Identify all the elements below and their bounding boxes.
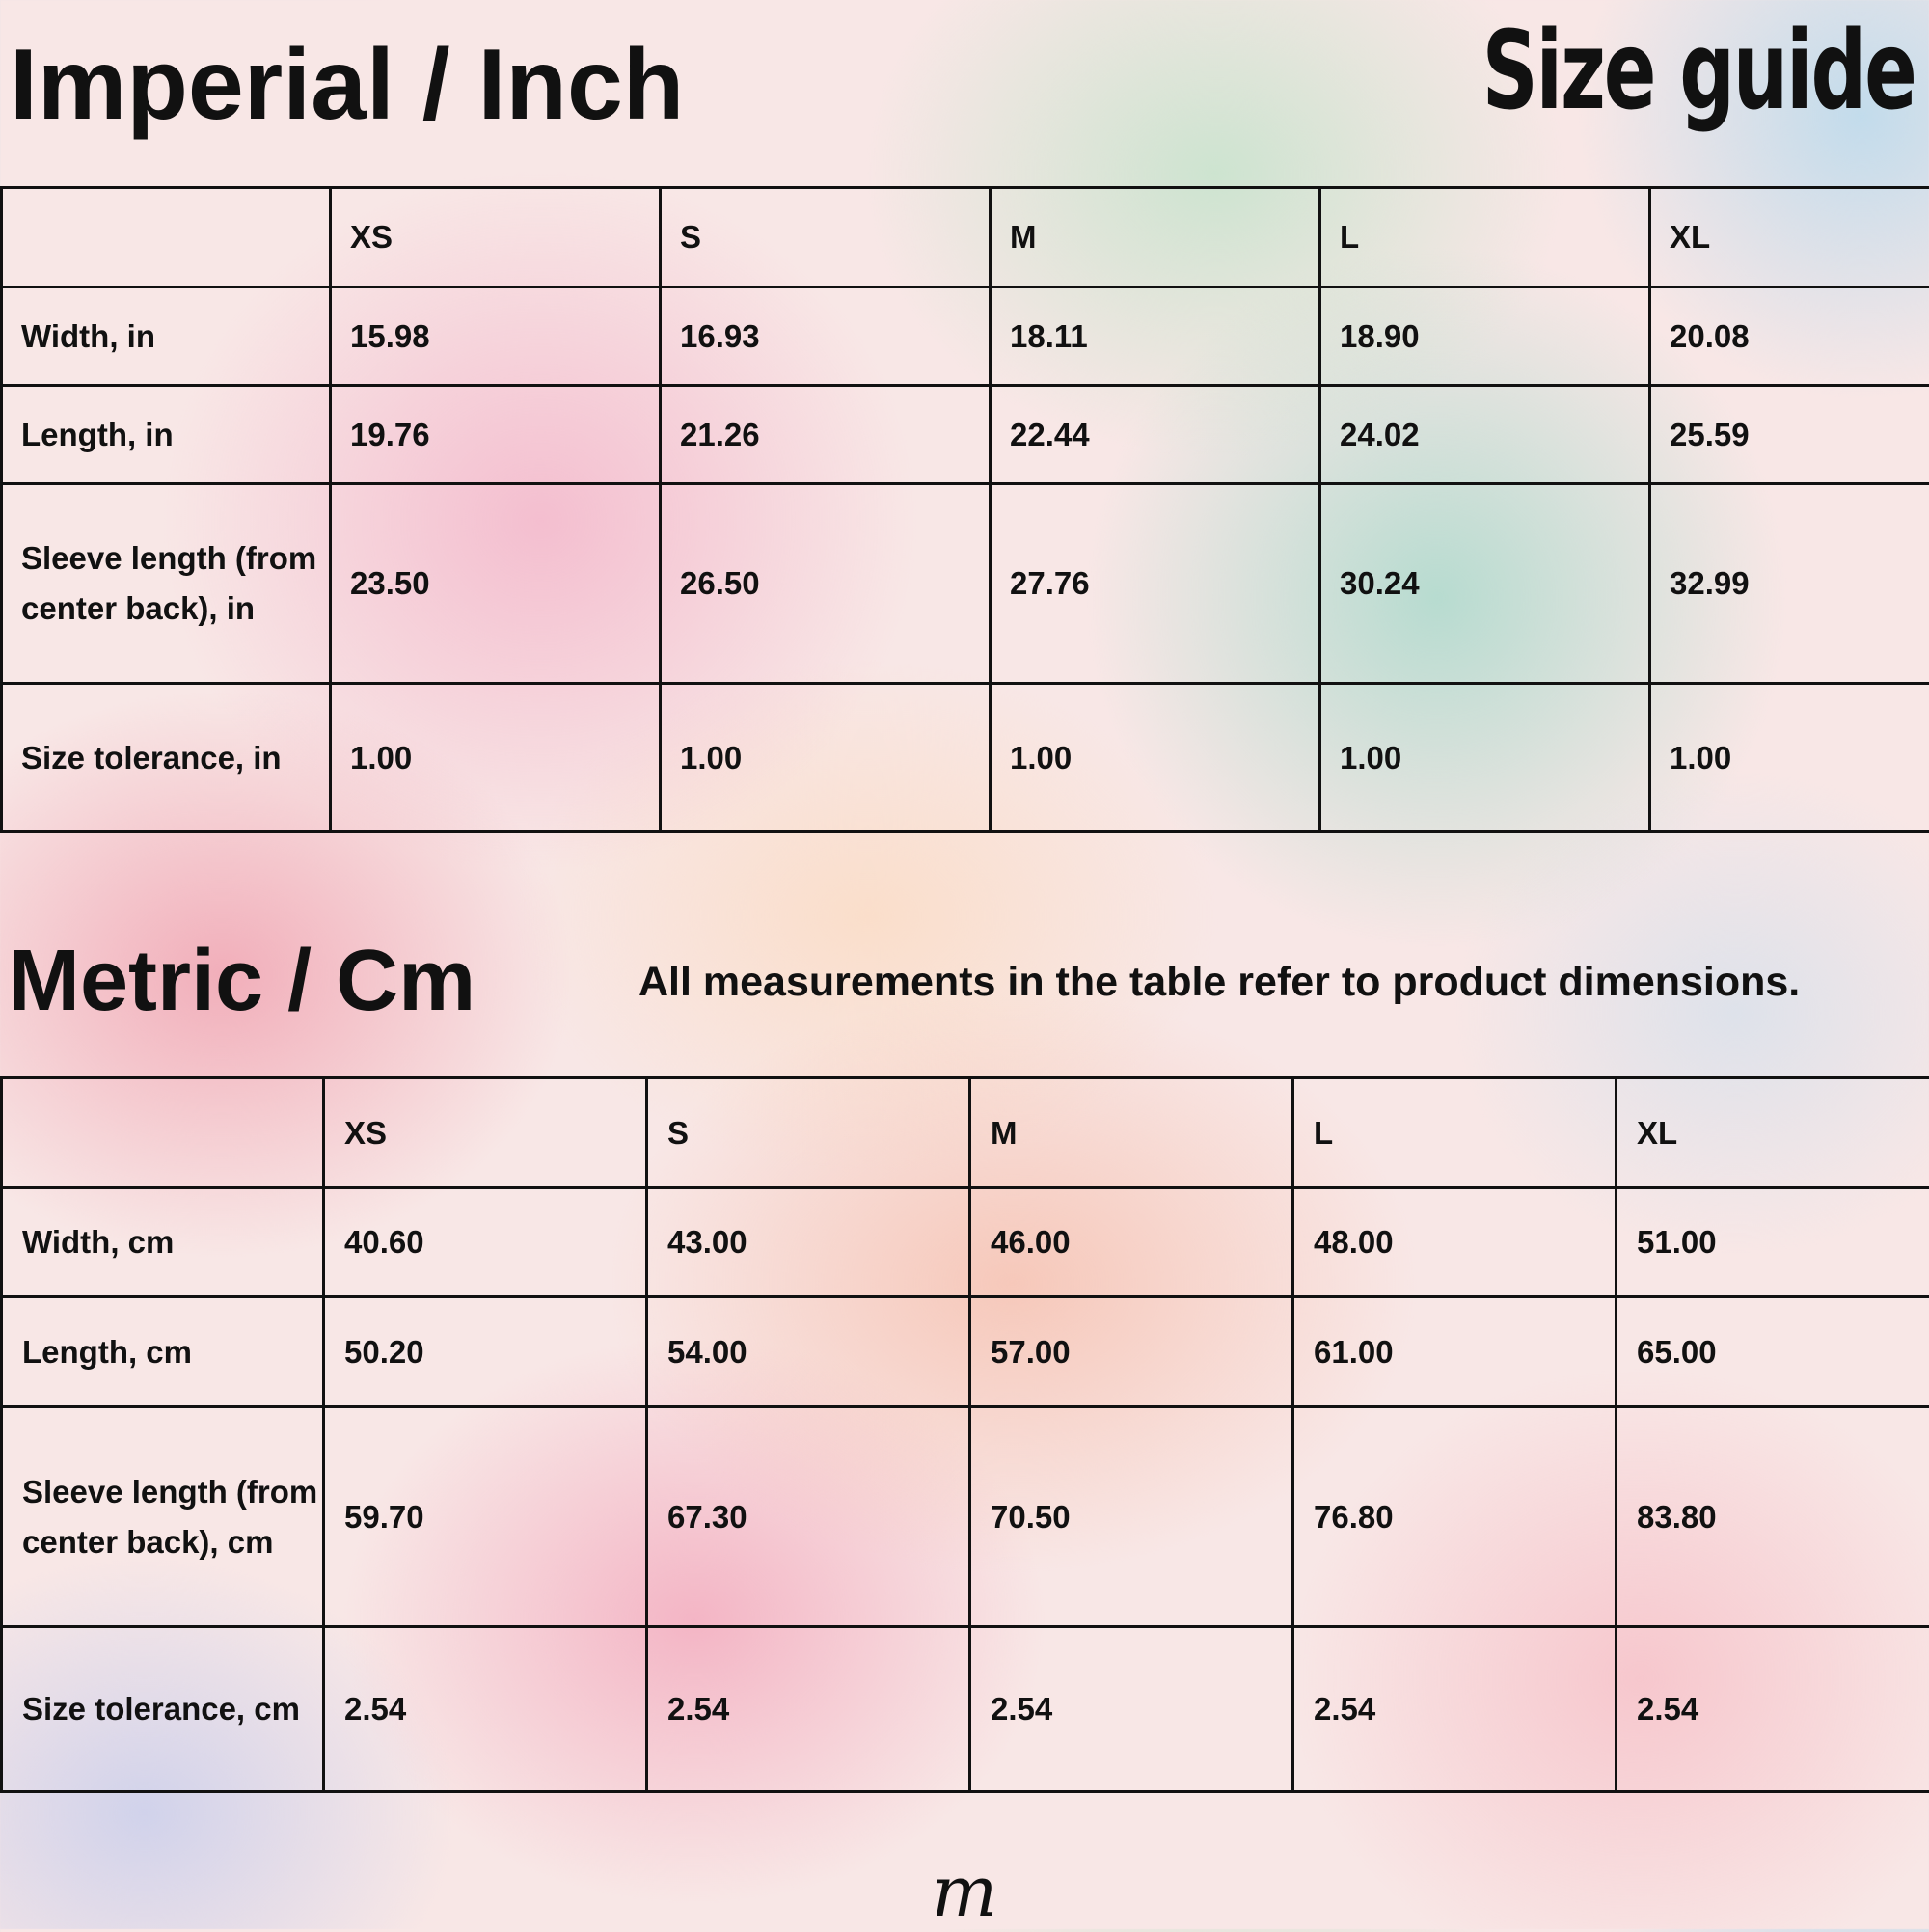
header-cell bbox=[2, 188, 331, 287]
header-cell-xs: XS bbox=[331, 188, 661, 287]
table-cell: 59.70 bbox=[324, 1407, 647, 1627]
table-cell: 2.54 bbox=[324, 1627, 647, 1792]
header-cell-m: M bbox=[970, 1078, 1293, 1188]
table-row bbox=[2, 1297, 1929, 1407]
brand-logo-icon bbox=[921, 1862, 1008, 1921]
row-label: Width, in bbox=[2, 287, 331, 386]
table-cell: 16.93 bbox=[661, 287, 991, 386]
measurement-note: All measurements in the table refer to product dimensions. bbox=[638, 955, 1800, 1009]
imperial-section-title: Imperial / Inch bbox=[10, 27, 684, 143]
table-cell: 48.00 bbox=[1293, 1188, 1617, 1297]
table-cell: 61.00 bbox=[1293, 1297, 1617, 1407]
table-cell: 21.26 bbox=[661, 386, 991, 484]
table-row bbox=[2, 386, 1929, 484]
table-cell: 22.44 bbox=[991, 386, 1320, 484]
table-cell: 1.00 bbox=[1650, 684, 1929, 832]
table-row bbox=[2, 1188, 1929, 1297]
table-row bbox=[2, 484, 1929, 684]
table-cell: 18.90 bbox=[1320, 287, 1650, 386]
table-cell: 67.30 bbox=[647, 1407, 970, 1627]
header-cell-m: M bbox=[991, 188, 1320, 287]
table-cell: 70.50 bbox=[970, 1407, 1293, 1627]
table-cell: 46.00 bbox=[970, 1188, 1293, 1297]
table-cell: 15.98 bbox=[331, 287, 661, 386]
header-cell-l: L bbox=[1293, 1078, 1617, 1188]
table-cell: 19.76 bbox=[331, 386, 661, 484]
table-cell: 50.20 bbox=[324, 1297, 647, 1407]
table-cell: 40.60 bbox=[324, 1188, 647, 1297]
table-cell: 65.00 bbox=[1617, 1297, 1929, 1407]
table-row bbox=[2, 1627, 1929, 1792]
table-cell: 32.99 bbox=[1650, 484, 1929, 684]
table-cell: 54.00 bbox=[647, 1297, 970, 1407]
table-row bbox=[2, 684, 1929, 832]
table-cell: 2.54 bbox=[647, 1627, 970, 1792]
table-cell: 57.00 bbox=[970, 1297, 1293, 1407]
table-row bbox=[2, 1407, 1929, 1627]
row-label: Length, in bbox=[2, 386, 331, 484]
header-cell bbox=[2, 1078, 324, 1188]
table-cell: 83.80 bbox=[1617, 1407, 1929, 1627]
table-cell: 24.02 bbox=[1320, 386, 1650, 484]
table-cell: 18.11 bbox=[991, 287, 1320, 386]
table-cell: 1.00 bbox=[1320, 684, 1650, 832]
row-label: Sleeve length (from center back), in bbox=[2, 484, 331, 684]
imperial-size-table bbox=[0, 186, 1929, 833]
table-cell: 1.00 bbox=[991, 684, 1320, 832]
header-cell-s: S bbox=[661, 188, 991, 287]
table-header-row bbox=[2, 188, 1929, 287]
header-cell-s: S bbox=[647, 1078, 970, 1188]
table-cell: 20.08 bbox=[1650, 287, 1929, 386]
row-label: Width, cm bbox=[2, 1188, 324, 1297]
table-row bbox=[2, 287, 1929, 386]
table-cell: 23.50 bbox=[331, 484, 661, 684]
table-cell: 51.00 bbox=[1617, 1188, 1929, 1297]
table-cell: 1.00 bbox=[331, 684, 661, 832]
header-cell-xl: XL bbox=[1617, 1078, 1929, 1188]
row-label: Length, cm bbox=[2, 1297, 324, 1407]
table-cell: 25.59 bbox=[1650, 386, 1929, 484]
row-label: Sleeve length (from center back), cm bbox=[2, 1407, 324, 1627]
table-cell: 43.00 bbox=[647, 1188, 970, 1297]
table-cell: 2.54 bbox=[1293, 1627, 1617, 1792]
table-cell: 30.24 bbox=[1320, 484, 1650, 684]
table-cell: 27.76 bbox=[991, 484, 1320, 684]
table-header-row bbox=[2, 1078, 1929, 1188]
table-cell: 2.54 bbox=[1617, 1627, 1929, 1792]
table-cell: 26.50 bbox=[661, 484, 991, 684]
row-label: Size tolerance, cm bbox=[2, 1627, 324, 1792]
logo-mark: m bbox=[921, 1862, 1008, 1921]
table-cell: 2.54 bbox=[970, 1627, 1293, 1792]
metric-section-title: Metric / Cm bbox=[8, 923, 475, 1039]
row-label: Size tolerance, in bbox=[2, 684, 331, 832]
header-cell-xl: XL bbox=[1650, 188, 1929, 287]
size-guide-title: Size guide bbox=[1482, 14, 1915, 129]
header-cell-l: L bbox=[1320, 188, 1650, 287]
table-cell: 1.00 bbox=[661, 684, 991, 832]
metric-size-table bbox=[0, 1076, 1929, 1793]
table-cell: 76.80 bbox=[1293, 1407, 1617, 1627]
header-cell-xs: XS bbox=[324, 1078, 647, 1188]
